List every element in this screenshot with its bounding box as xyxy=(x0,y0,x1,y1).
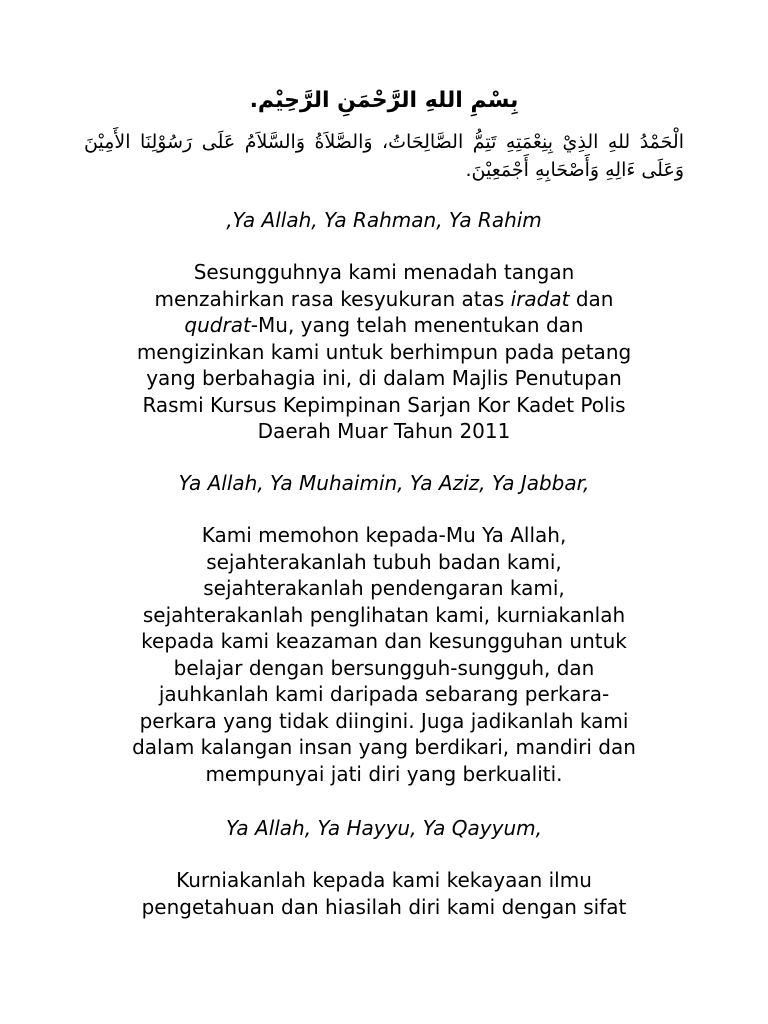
paragraph-1 xyxy=(70,259,698,445)
paragraph-3 xyxy=(70,867,698,920)
paragraph-1-line: mengizinkan kami untuk berhimpun pada petang xyxy=(136,339,632,364)
paragraph-1-line xyxy=(70,312,698,339)
paragraph-1-line: yang berbahagia ini, di dalam Majlis Penutupan xyxy=(146,366,622,390)
paragraph-1-line xyxy=(70,286,698,313)
paragraph-3-line: pengetahuan dan hiasilah diri kami dengan sifat xyxy=(141,894,627,919)
paragraph-2-line: sejahterakanlah penglihatan kami, kurniakanlah xyxy=(142,602,626,627)
paragraph-2 xyxy=(70,522,698,787)
paragraph-2-line: Kami memohon kepada-Mu Ya Allah, xyxy=(201,523,567,547)
italic-term-iradat: iradat xyxy=(510,286,570,311)
paragraph-2-line: belajar dengan bersungguh-sungguh, dan xyxy=(173,655,595,680)
text-run: -Mu, yang telah menentukan dan xyxy=(250,313,584,337)
opening-prayer: الْحَمْدُ للهِ الذِيْ بِنِعْمَتِهِ تَتِمُّ الصَّالِحَاتُ، وَالصَّلاَةُ وَالسَّلاَمُ عَلَى رَسُوْلِنَا الأَمِيْنَ وَعَلَى ءَالِهِ وَأَصْحَابِهِ أَجْمَعِيْنَ. xyxy=(84,131,684,181)
paragraph-3-line: Kurniakanlah kepada kami kekayaan ilmu xyxy=(176,868,592,892)
invocation-3: Ya Allah, Ya Hayyu, Ya Qayyum, xyxy=(226,816,542,840)
paragraph-2-line: dalam kalangan insan yang berdikari, mandiri dan xyxy=(132,735,636,759)
text-run: menzahirkan rasa kesyukuran atas xyxy=(154,286,511,311)
invocation-2: Ya Allah, Ya Muhaimin, Ya Aziz, Ya Jabbar, xyxy=(178,471,590,495)
paragraph-2-line: mempunyai jati diri yang berkualiti. xyxy=(205,761,563,786)
paragraph-1-line: Sesungguhnya kami menadah tangan xyxy=(193,260,575,284)
paragraph-2-line: kepada kami keazaman dan kesungguhan untuk xyxy=(141,629,627,653)
italic-term-qudrat: qudrat xyxy=(184,313,251,337)
basmalah-heading: بِسْمِ اللهِ الرَّحْمَنِ الرَّحِيْم. xyxy=(249,88,519,113)
paragraph-2-line: sejahterakanlah tubuh badan kami, xyxy=(206,549,562,574)
paragraph-2-line: jauhkanlah kami daripada sebarang perkara- xyxy=(158,682,610,706)
paragraph-1-line: Rasmi Kursus Kepimpinan Sarjan Kor Kadet Polis xyxy=(142,392,626,417)
text-run: dan xyxy=(569,286,614,311)
paragraph-1-line: Daerah Muar Tahun 2011 xyxy=(257,419,511,443)
paragraph-2-line: sejahterakanlah pendengaran kami, xyxy=(203,576,565,600)
invocation-1: ,Ya Allah, Ya Rahman, Ya Rahim xyxy=(226,208,542,232)
paragraph-2-line: perkara yang tidak diingini. Juga jadikanlah kami xyxy=(139,708,629,733)
